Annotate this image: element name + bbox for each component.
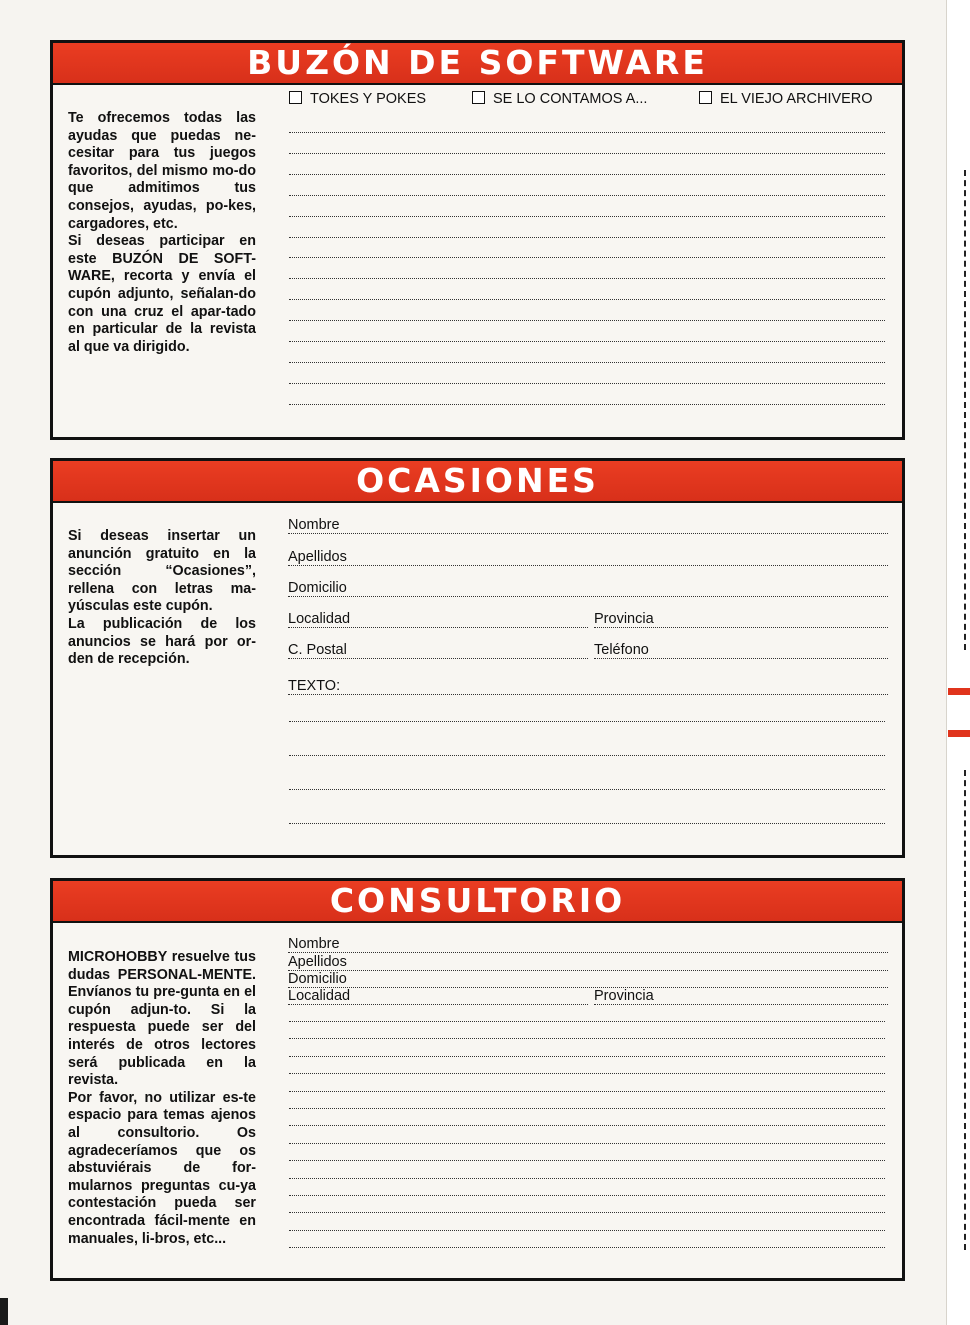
writing-line[interactable] [289, 1125, 885, 1126]
writing-line[interactable] [289, 1091, 885, 1092]
ocasiones-localidad-field[interactable] [288, 611, 588, 631]
cut-line-dashed [964, 770, 966, 1250]
ocasiones-description: Si deseas insertar un anunción gratuito en la sección “Ocasiones”, rellena con letras ma-yúsculas este cupón. La publicación de los anuncios se hará por or-den de recepción. [68, 528, 256, 668]
cpostal-label: C. Postal [288, 642, 351, 658]
ocasiones-coupon [50, 458, 905, 858]
option-el-viejo-archivero[interactable] [699, 91, 873, 107]
writing-line[interactable] [289, 320, 885, 321]
writing-line[interactable] [289, 341, 885, 342]
writing-line[interactable] [289, 362, 885, 363]
option-label: SE LO CONTAMOS A... [493, 91, 648, 107]
writing-line[interactable] [289, 755, 885, 756]
telefono-label: Teléfono [594, 642, 653, 658]
localidad-label: Localidad [288, 611, 354, 627]
writing-line[interactable] [289, 216, 885, 217]
domicilio-label: Domicilio [288, 971, 351, 987]
writing-line[interactable] [289, 1143, 885, 1144]
option-label: TOKES Y POKES [310, 91, 427, 107]
consultorio-description: MICROHOBBY resuelve tus dudas PERSONAL-MENTE. Envíanos tu pre-gunta en el cupón adjun-to. Si la respuesta puede ser del interés de otros lectores será publicada en la revista. Por favor, no utilizar es-te espacio para temas ajenos al consultorio. Os agradeceríamos que os abstuviérais de for-mularnos preguntas cu-ya contestación pueda ser encontrada fácil-mente en manuales, li-bros, etc... [68, 949, 256, 1247]
writing-line[interactable] [289, 237, 885, 238]
option-se-lo-contamos[interactable] [472, 91, 647, 107]
consultorio-title: CONSULTORIO [329, 881, 626, 920]
ocasiones-title: OCASIONES [356, 461, 599, 500]
consultorio-banner [53, 881, 902, 923]
ocasiones-domicilio-field[interactable] [288, 580, 888, 600]
buzon-description: Te ofrecemos todas las ayudas que puedas ne-cesitar para tus juegos favoritos, del mismo mo-do que admitimos tus consejos, ayudas, po-kes, cargadores, etc. Si deseas participar en este BUZÓN DE SOFT-WARE, recorta y envía el cupón adjunto, señalan-do con una cruz el apar-tado en particular de la revista al que va dirigido. [68, 110, 256, 355]
writing-line[interactable] [289, 278, 885, 279]
apellidos-label: Apellidos [288, 954, 351, 970]
writing-line[interactable] [289, 1021, 885, 1022]
nombre-label: Nombre [288, 936, 344, 952]
cut-line-dashed [964, 170, 966, 650]
writing-line[interactable] [289, 404, 885, 405]
writing-line[interactable] [289, 195, 885, 196]
checkbox-icon[interactable] [699, 91, 712, 104]
writing-line[interactable] [289, 1195, 885, 1196]
writing-line[interactable] [289, 1073, 885, 1074]
ocasiones-apellidos-field[interactable] [288, 549, 888, 569]
page-edge [946, 0, 970, 1325]
writing-line[interactable] [289, 257, 885, 258]
buzon-banner [53, 43, 902, 85]
ocasiones-banner [53, 461, 902, 503]
checkbox-icon[interactable] [472, 91, 485, 104]
ocasiones-provincia-field[interactable] [594, 611, 888, 631]
texto-label: TEXTO: [288, 678, 344, 694]
writing-line[interactable] [289, 132, 885, 133]
writing-line[interactable] [289, 1212, 885, 1213]
writing-line[interactable] [289, 823, 885, 824]
ocasiones-nombre-field[interactable] [288, 517, 888, 537]
writing-line[interactable] [289, 1230, 885, 1231]
provincia-label: Provincia [594, 988, 658, 1004]
writing-line[interactable] [289, 789, 885, 790]
writing-line[interactable] [289, 153, 885, 154]
buzon-coupon [50, 40, 905, 440]
page-corner [0, 1298, 8, 1325]
apellidos-label: Apellidos [288, 549, 351, 565]
writing-line[interactable] [289, 1247, 885, 1248]
writing-line[interactable] [289, 174, 885, 175]
writing-line[interactable] [289, 299, 885, 300]
edge-red-mark [948, 730, 970, 737]
consultorio-nombre-field[interactable] [288, 936, 888, 956]
consultorio-localidad-field[interactable] [288, 988, 588, 1008]
provincia-label: Provincia [594, 611, 658, 627]
writing-line[interactable] [289, 1160, 885, 1161]
nombre-label: Nombre [288, 517, 344, 533]
option-tokes-y-pokes[interactable] [289, 91, 426, 107]
checkbox-icon[interactable] [289, 91, 302, 104]
writing-line[interactable] [289, 721, 885, 722]
ocasiones-telefono-field[interactable] [594, 642, 888, 662]
consultorio-provincia-field[interactable] [594, 988, 888, 1008]
writing-line[interactable] [289, 1056, 885, 1057]
ocasiones-texto-field[interactable] [288, 678, 888, 698]
writing-line[interactable] [289, 1108, 885, 1109]
localidad-label: Localidad [288, 988, 354, 1004]
domicilio-label: Domicilio [288, 580, 351, 596]
ocasiones-cpostal-field[interactable] [288, 642, 588, 662]
buzon-options [289, 91, 890, 111]
writing-line[interactable] [289, 1178, 885, 1179]
edge-red-mark [948, 688, 970, 695]
option-label: EL VIEJO ARCHIVERO [720, 91, 873, 107]
writing-line[interactable] [289, 383, 885, 384]
writing-line[interactable] [289, 1038, 885, 1039]
consultorio-coupon [50, 878, 905, 1281]
buzon-title: BUZÓN DE SOFTWARE [247, 43, 708, 82]
